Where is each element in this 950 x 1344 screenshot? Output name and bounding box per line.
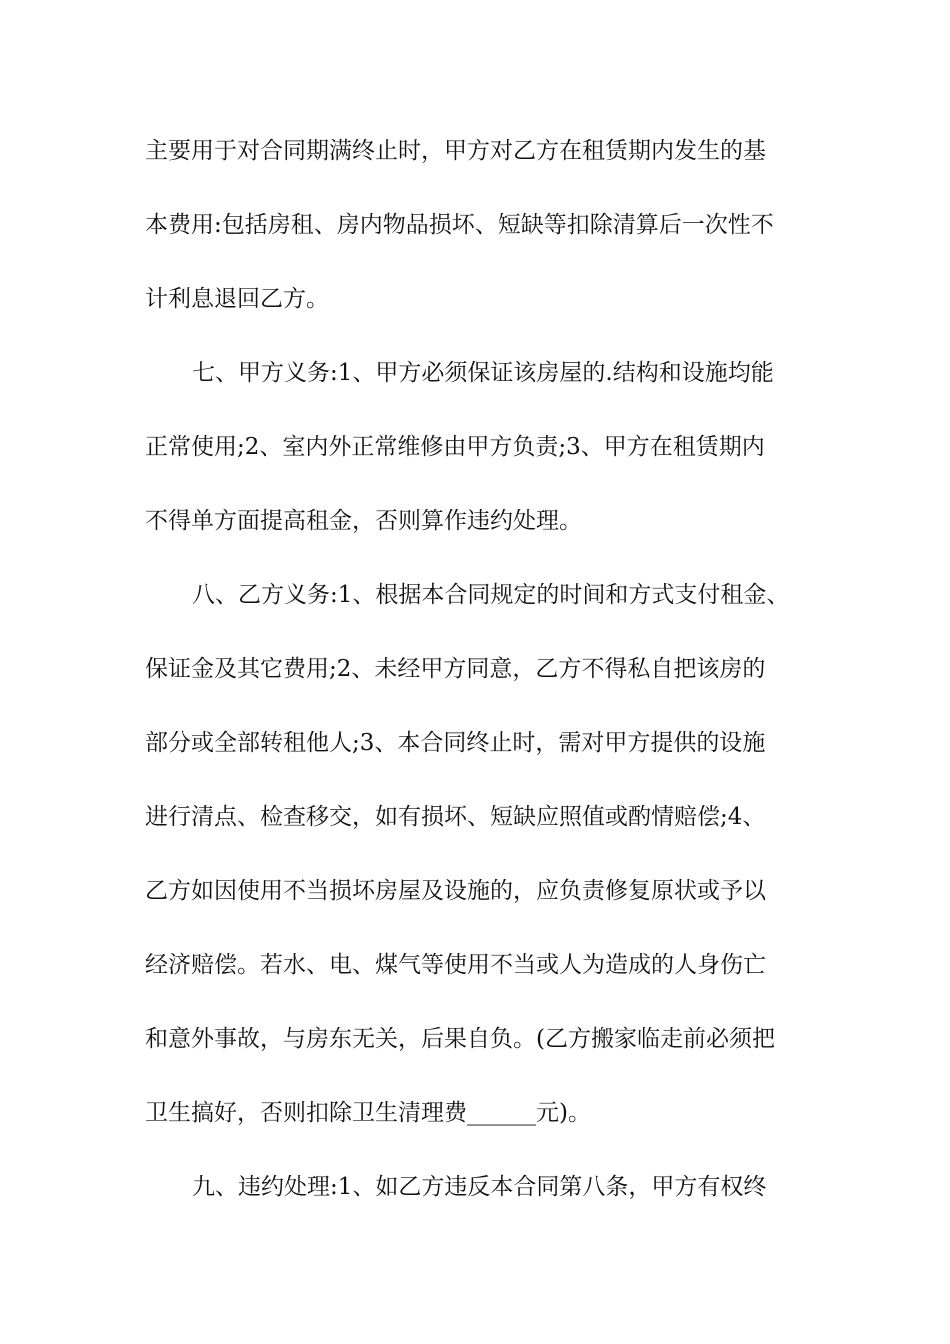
paragraph-line: 乙方如因使用不当损坏房屋及设施的，应负责修复原状或予以	[145, 878, 766, 904]
section-eight-start: 八、乙方义务:1、根据本合同规定的时间和方式支付租金、	[192, 582, 790, 608]
paragraph-line: 不得单方面提高租金，否则算作违约处理。	[145, 508, 582, 534]
paragraph-line: 部分或全部转租他人;3、本合同终止时，需对甲方提供的设施	[145, 730, 766, 756]
section-nine-start: 九、违约处理:1、如乙方违反本合同第八条，甲方有权终	[192, 1174, 767, 1200]
paragraph-line: 经济赔偿。若水、电、煤气等使用不当或人为造成的人身伤亡	[145, 952, 766, 978]
paragraph-line: 计利息退回乙方。	[145, 286, 329, 312]
paragraph-line: 正常使用;2、室内外正常维修由甲方负责;3、甲方在租赁期内	[145, 434, 765, 460]
paragraph-line: 保证金及其它费用;2、未经甲方同意，乙方不得私自把该房的	[145, 656, 766, 682]
paragraph-line: 进行清点、检查移交，如有损坏、短缺应照值或酌情赔偿;4、	[145, 804, 766, 830]
paragraph-line: 主要用于对合同期满终止时，甲方对乙方在租赁期内发生的基	[145, 138, 766, 164]
contract-text-body	[145, 133, 825, 1243]
paragraph-line: 和意外事故，与房东无关，后果自负。(乙方搬家临走前必须把	[145, 1026, 775, 1052]
section-seven-start: 七、甲方义务:1、甲方必须保证该房屋的.结构和设施均能	[192, 360, 774, 386]
paragraph-line: 卫生搞好，否则扣除卫生清理费______元)。	[145, 1100, 591, 1126]
paragraph-line: 本费用:包括房租、房内物品损坏、短缺等扣除清算后一次性不	[145, 212, 774, 238]
